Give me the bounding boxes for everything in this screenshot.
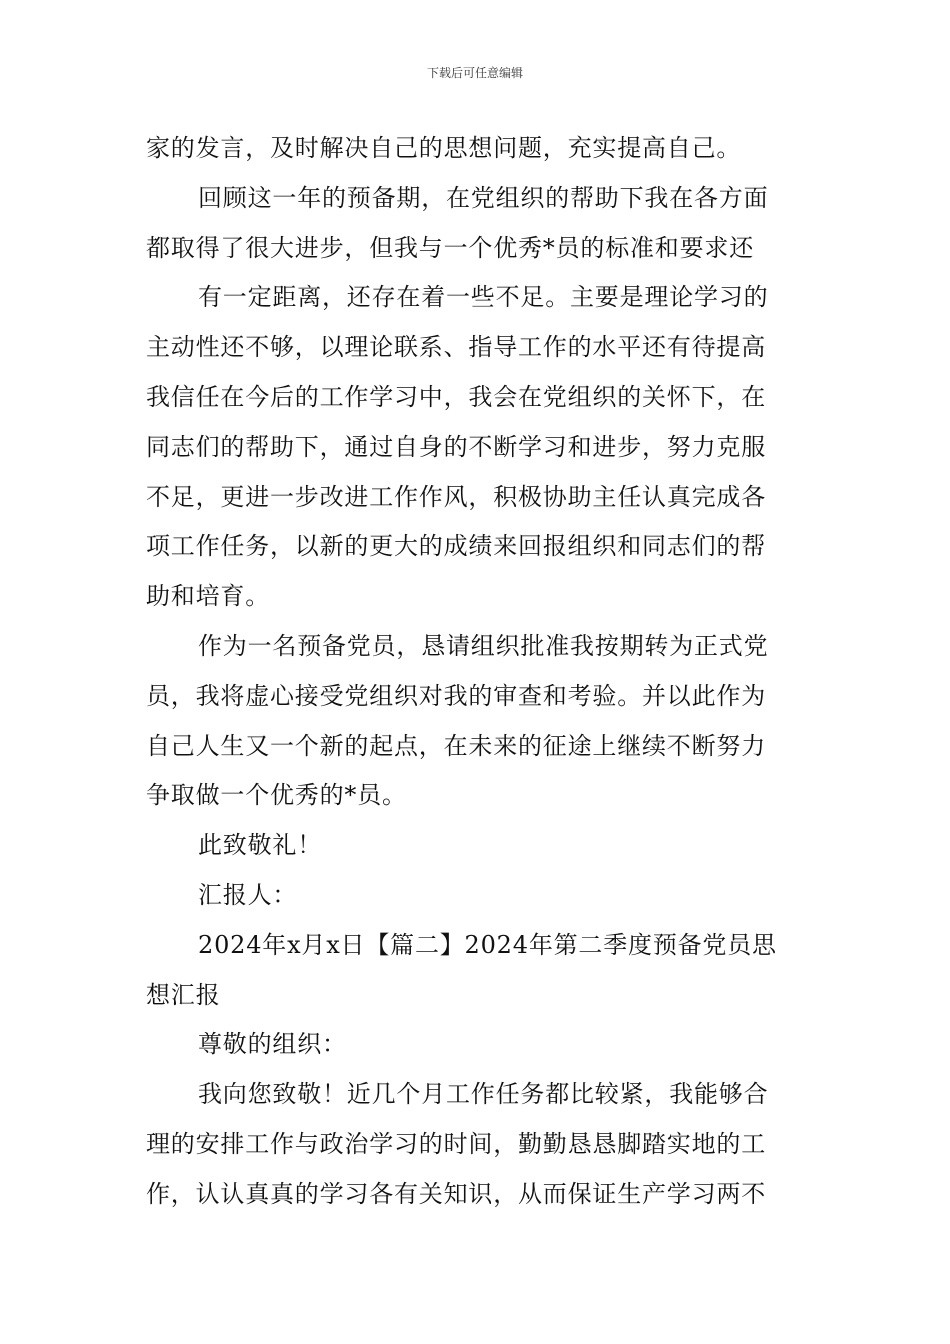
- text-line: 我向您致敬！近几个月工作任务都比较紧，我能够合: [198, 1080, 769, 1109]
- text-line: 想汇报: [146, 980, 221, 1009]
- document-body: [146, 124, 810, 1220]
- text-line: 争取做一个优秀的*员。: [146, 781, 407, 810]
- text-line: 回顾这一年的预备期，在党组织的帮助下我在各方面: [198, 183, 769, 212]
- text-line: 作为一名预备党员，恳请组织批准我按期转为正式党: [198, 631, 769, 660]
- text-line: 作，认认真真的学习各有关知识，从而保证生产学习两不: [146, 1179, 766, 1208]
- text-line: 员，我将虚心接受党组织对我的审查和考验。并以此作为: [146, 681, 766, 710]
- text-line: 不足，更进一步改进工作作风，积极协助主任认真完成各: [146, 482, 766, 511]
- text-line: 家的发言，及时解决自己的思想问题，充实提高自己。: [146, 134, 742, 162]
- text-line: 尊敬的组织：: [198, 1030, 347, 1059]
- text-line: 都取得了很大进步，但我与一个优秀*员的标准和要求还: [146, 233, 754, 262]
- text-line: 理的安排工作与政治学习的时间，勤勤恳恳脚踏实地的工: [146, 1129, 766, 1158]
- text-line: 汇报人：: [198, 880, 298, 909]
- text-line: 此致敬礼！: [198, 831, 322, 860]
- text-line: 自己人生又一个新的起点，在未来的征途上继续不断努力: [146, 731, 766, 760]
- text-line: 2024年x月x日【篇二】2024年第二季度预备党员思: [198, 930, 777, 959]
- text-line: 助和培育。: [146, 582, 270, 611]
- text-line: 主动性还不够，以理论联系、指导工作的水平还有待提高: [146, 333, 766, 362]
- text-line: 同志们的帮助下，通过自身的不断学习和进步，努力克服: [146, 432, 766, 461]
- page-header: 下载后可任意编辑: [426, 66, 523, 80]
- text-line: 有一定距离，还存在着一些不足。主要是理论学习的: [198, 283, 769, 312]
- text-line: 项工作任务，以新的更大的成绩来回报组织和同志们的帮: [146, 532, 766, 561]
- text-line: 我信任在今后的工作学习中，我会在党组织的关怀下，在: [146, 382, 766, 411]
